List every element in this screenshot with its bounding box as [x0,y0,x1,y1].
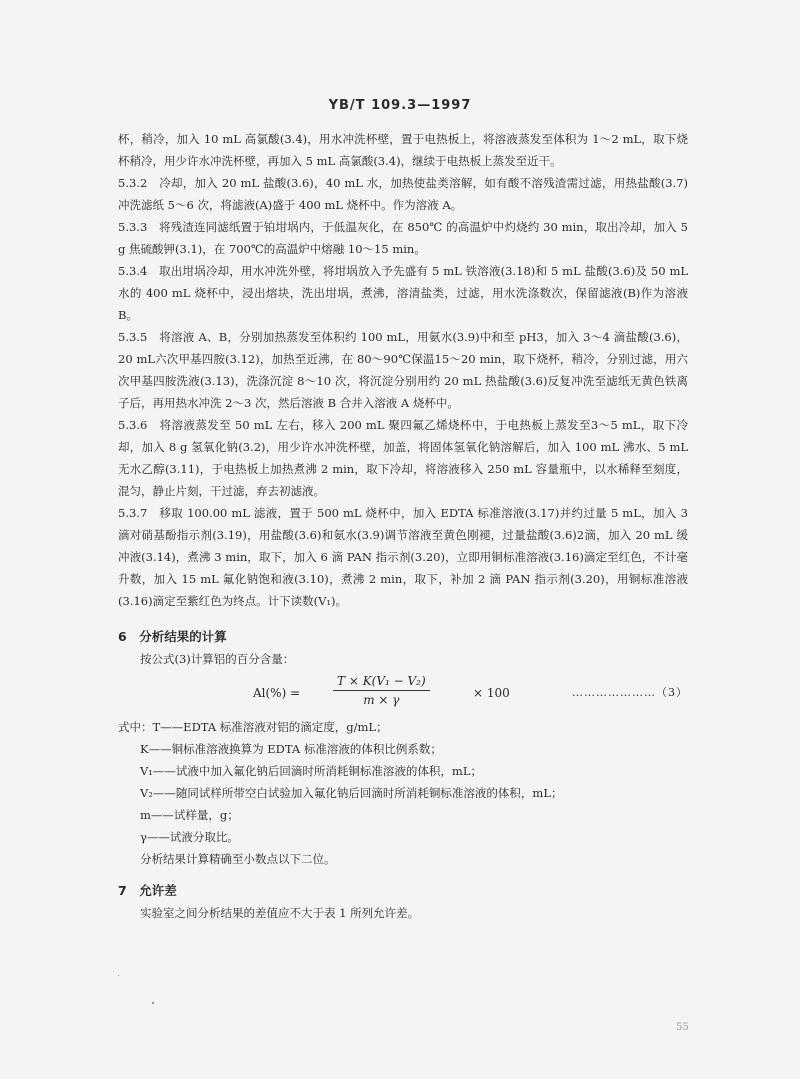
symbol-item: K——铜标准溶液换算为 EDTA 标准溶液的体积比例系数； [140,742,442,756]
formula-number: …………………（3） [572,686,688,699]
symbol-item: m——试样量，g； [140,808,239,822]
symbol-item: γ——试液分取比。 [140,830,239,844]
symbol-item: V₂——随同试样所带空白试验加入氟化钠后回滴时所消耗铜标准溶液的体积，mL； [140,786,563,800]
paragraph-5-3-6: 5.3.6 将溶液蒸发至 50 mL 左右，移入 200 mL 聚四氟乙烯烧杯中，于电热板上蒸发至3～5 mL，取下冷却，加入 8 g 氢氧化钠(3.2)，用少许水冲洗杯壁，加盖，将固体氢氧化钠溶解后，加入 100 mL 沸水、5 mL无水乙醇(3.11)，于电热板上加热煮沸 2 min，取下冷却，将溶液移入 250 mL 容量瓶中，以水稀释至刻度，混匀，静止片刻，干过滤，弃去初滤液。 [118,418,688,498]
paragraph-5-3-7: 5.3.7 移取 100.00 mL 滤液，置于 500 mL 烧杯中，加入 EDTA 标准溶液(3.17)并约过量 5 mL，加入 3 滴对硝基酚指示剂(3.19)，用盐酸(3.6)和氨水(3.9)调节溶液至黄色刚褪，过量盐酸(3.6)2滴，加入 20 mL 缓冲液(3.14)，煮沸 3 min，取下，加入 6 滴 PAN 指示剂(3.20)，立即用铜标准溶液(3.16)滴定至红色，不计毫升数，加入 15 mL 氟化钠饱和液(3.10)，煮沸 2 min，取下，补加 2 滴 PAN 指示剂(3.20)，用铜标准溶液(3.16)滴定至紫红色为终点。计下读数(V₁)。 [118,506,688,608]
precision-note: 分析结果计算精确至小数点以下二位。 [140,852,336,866]
paragraph-5-3-5: 5.3.5 将溶液 A、B，分别加热蒸发至体积约 100 mL，用氨水(3.9)中和至 pH3，加入 3～4 滴盐酸(3.6)，20 mL六次甲基四胺(3.12)，加热至近沸，在 80～90℃保温15～20 min，取下烧杯，稍冷，分别过滤，用六次甲基四胺洗液(3.13)，洗涤沉淀 8～10 次，将沉淀分别用约 20 mL 热盐酸(3.6)反复冲洗至滤纸无黄色铁离子后，再用热水冲洗 2～3 次，然后溶液 B 合并入溶液 A 烧杯中。 [118,330,688,410]
document-header: YB/T 109.3—1997 [328,98,472,113]
scan-speck [152,1002,154,1004]
formula-numerator: T × K(V₁ − V₂) [333,672,430,691]
section-7-text: 实验室之间分析结果的差值应不大于表 1 所列允许差。 [140,906,420,920]
section-6-heading: 6 分析结果的计算 [118,629,227,644]
section-7-heading: 7 允许差 [118,883,177,898]
paragraph-5-3-3: 5.3.3 将残渣连同滤纸置于铂坩埚内，于低温灰化，在 850℃ 的高温炉中灼烧约 30 min，取出冷却，加入 5 g 焦硫酸钾(3.1)，在 700℃的高温炉中熔融 10～15 min。 [118,220,688,256]
symbol-list [118,716,688,848]
paragraph-5-3-2: 5.3.2 冷却，加入 20 mL 盐酸(3.6)，40 mL 水，加热使盐类溶解，如有酸不溶残渣需过滤，用热盐酸(3.7)冲洗滤纸 5～6 次，将滤液(A)盛于 400 mL 烧杯中。作为溶液 A。 [118,176,688,212]
page-number: 55 [676,1022,689,1033]
paragraph-5-3-4: 5.3.4 取出坩埚冷却，用水冲洗外壁，将坩埚放入予先盛有 5 mL 铁溶液(3.18)和 5 mL 盐酸(3.6)及 50 mL 水的 400 mL 烧杯中，浸出熔块，洗出坩埚，煮沸，溶清盐类，过滤，用水洗涤数次，保留滤液(B)作为溶液 B。 [118,264,688,322]
symbol-item: 式中：T——EDTA 标准溶液对铝的滴定度，g/mL； [118,720,388,734]
document-body [118,128,688,924]
formula-right: × 100 [473,686,510,700]
formula-denominator: m × γ [363,693,400,707]
formula-left: Al(%) = [253,686,301,700]
formula-3 [118,672,688,712]
paragraph-cont: 杯，稍冷，加入 10 mL 高氯酸(3.4)，用水冲洗杯壁，置于电热板上，将溶液蒸发至体积为 1～2 mL，取下烧杯稍冷，用少许水冲洗杯壁，再加入 5 mL 高氯酸(3.4)，继续于电热板上蒸发至近干。 [118,132,688,168]
symbol-item: V₁——试液中加入氟化钠后回滴时所消耗铜标准溶液的体积，mL； [140,764,482,778]
scan-speck [118,975,119,976]
formula-fraction [333,672,430,709]
section-6-intro: 按公式(3)计算铝的百分含量： [140,652,295,666]
